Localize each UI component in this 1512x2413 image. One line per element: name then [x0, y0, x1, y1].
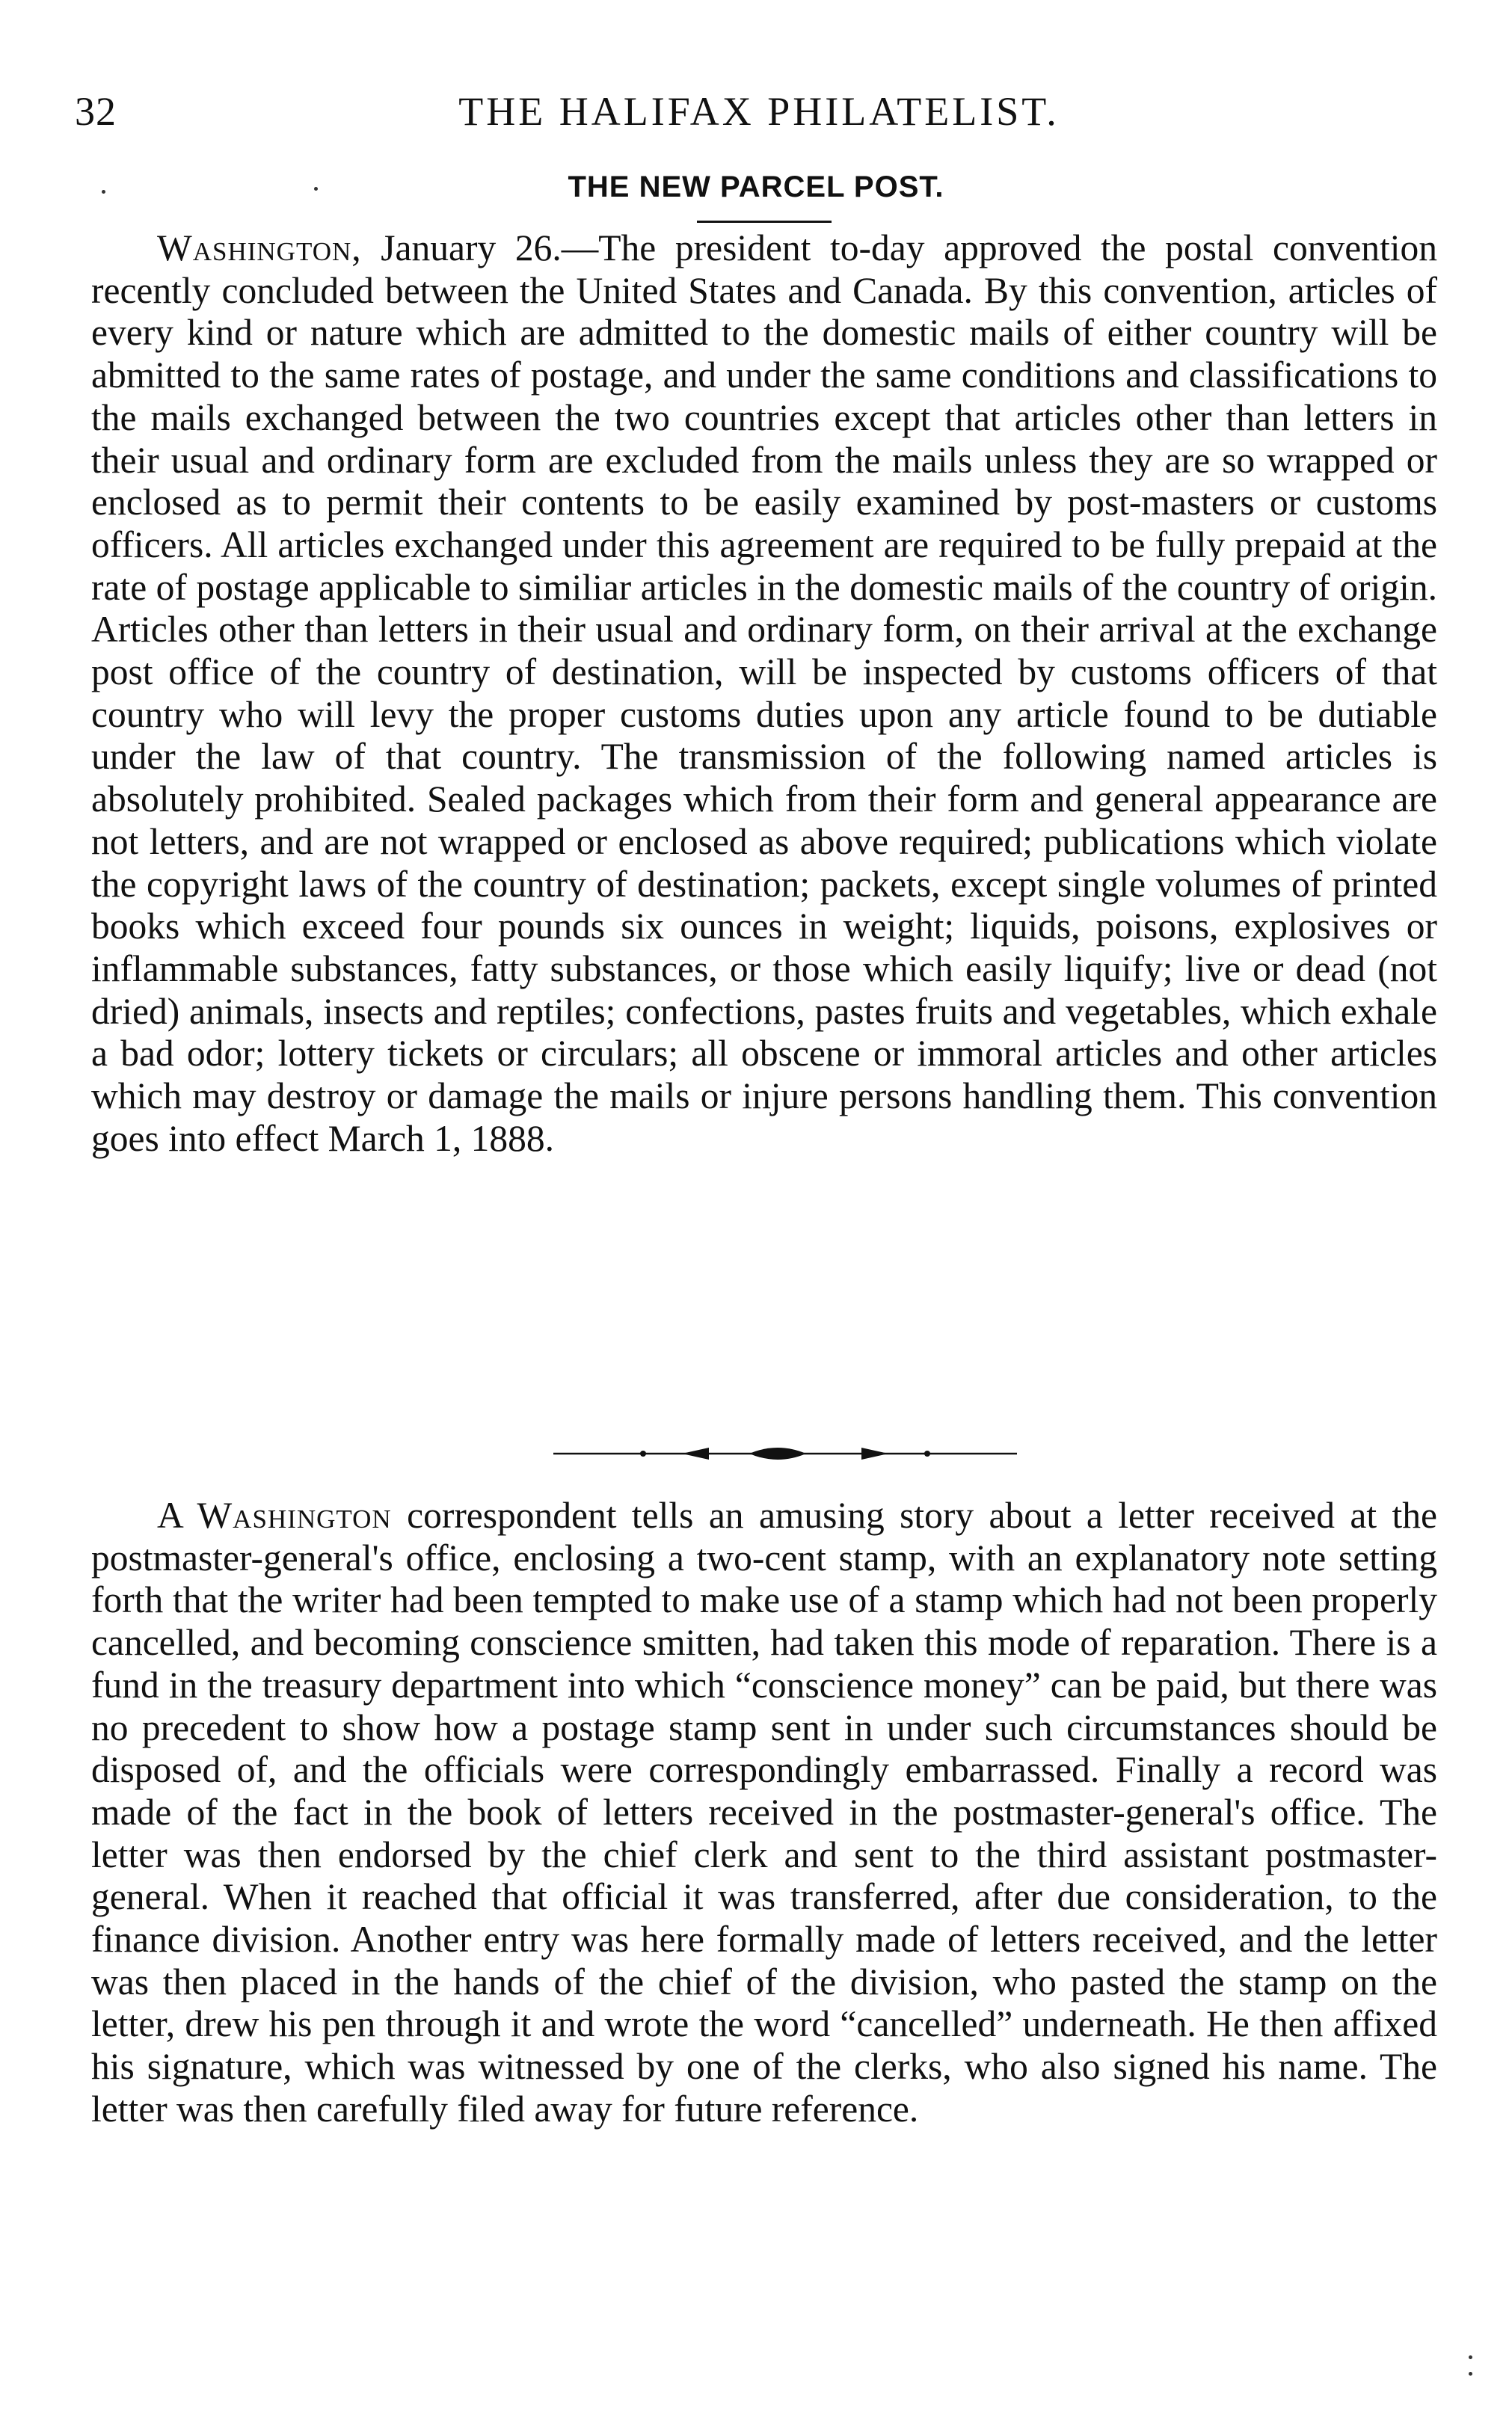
story-paragraph	[91, 1495, 1437, 2131]
article-paragraph	[91, 227, 1437, 1160]
divider-arrow-left	[682, 1448, 709, 1460]
article-paragraph-text: January 26.—The president to-day approved the postal convention recently concluded between the United States and Canada. By this convention, articles of every kind or nature which are admitted to the domestic mails of either country will be abmitted to the same rates of postage, and under the same conditions and classifications to the mails exchanged between the two countries except that articles other than letters in their usual and ordinary form are excluded from the mails unless they are so wrapped or enclosed as to permit their contents to be easily examined by post-masters or customs officers. All articles exchanged under this agreement are required to be fully prepaid at the rate of postage applicable to similiar articles in the domestic mails of the country of origin. Articles other than letters in their usual and ordinary form, on their arrival at the exchange post office of the country of destination, will be inspected by customs officers of that country who will levy the proper customs duties upon any article found to be dutiable under the law of that country. The transmission of the following named articles is absolutely prohibited. Sealed packages which from their form and general appearance are not letters, and are not wrapped or enclosed as above required; publications which violate the copyright laws of the country of destination; packets, except single volumes of printed books which exceed four pounds six ounces in weight; liquids, poisons, explosives or inflammable substances, fatty substances, or those which easily liquify; live or dead (not dried) animals, insects and reptiles; confections, pastes fruits and vegetables, which exhale a bad odor; lottery tickets or circulars; all obscene or immoral articles and other articles which may destroy or damage the mails or injure persons handling them. This convention goes into effect March 1, 1888.	[91, 227, 1437, 1159]
divider-arrow-right	[861, 1448, 888, 1460]
page-number: 32	[75, 89, 117, 134]
article-title: THE NEW PARCEL POST.	[568, 170, 944, 203]
ink-speck	[1469, 2355, 1472, 2359]
dateline: Washington,	[157, 227, 362, 268]
story-paragraph-text: correspondent tells an amusing story about a letter received at the postmaster-general's office, enclosing a two-cent stamp, with an explanatory note setting forth that the writer had been tempted to make use of a stamp which had not been properly cancelled, and becoming conscience smitten, had taken this mode of reparation. There is a fund in the treasury department into which “conscience money” can be paid, but there was no precedent to show how a postage stamp sent in under such circumstances should be disposed of, and the officials were correspondingly embarrassed. Finally a record was made of the fact in the book of letters received in the postmaster-general's office. The letter was then endorsed by the chief clerk and sent to the third assistant postmaster-general. When it reached that official it was transferred, after due consideration, to the finance division. Another entry was here formally made of letters received, and the letter was then placed in the hands of the chief of the division, who pasted the stamp on the letter, drew his pen through it and wrote the word “cancelled” underneath. He then affixed his signature, which was witnessed by one of the clerks, who also signed his name. The letter was then carefully filed away for future reference.	[91, 1495, 1438, 2130]
story-lead-word: Washington	[197, 1495, 392, 1536]
running-title: THE HALIFAX PHILATELIST.	[458, 89, 1060, 134]
page-header	[75, 88, 1443, 148]
divider-dot-right	[924, 1451, 930, 1457]
section-divider-ornament	[553, 1439, 1017, 1469]
divider-dot-left	[640, 1451, 646, 1457]
ink-speck	[102, 190, 105, 194]
article-body	[91, 227, 1437, 1160]
ink-speck	[314, 187, 318, 191]
ink-speck	[1469, 2372, 1472, 2376]
story-body	[91, 1495, 1437, 2131]
divider-leaf-center	[749, 1448, 806, 1460]
story-lead-article: A	[157, 1495, 182, 1536]
title-underline-rule	[697, 221, 832, 223]
